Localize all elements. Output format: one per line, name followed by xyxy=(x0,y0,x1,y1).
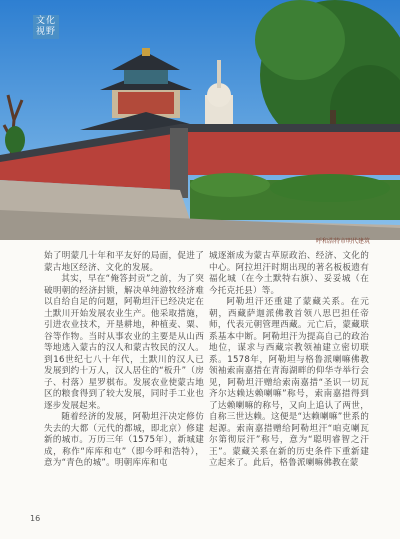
badge-line-2: 视野 xyxy=(35,27,56,37)
paragraph: 随着经济的发展，阿勒坦汗决定修仿失去的大都（元代的都城，即北京）修建新的城市。万历三年（1575年），新城建成，称作“库库和屯”（即今呼和浩特），意为“青色的城”。明朝库库和屯 xyxy=(44,412,204,468)
left-text-column xyxy=(44,251,204,470)
page-number: 16 xyxy=(30,514,41,523)
ming-building-illustration xyxy=(0,0,400,240)
right-text-column xyxy=(209,251,369,470)
section-badge xyxy=(33,15,59,39)
paragraph: 城逐渐成为蒙古草原政治、经济、文化的中心。阿拉坦汗时期出现的著名板板遗有福化城（在今土默特右旗）、妥妥城（在今托克托县）等。 xyxy=(209,251,369,296)
paragraph: 阿勒坦汗还重建了蒙藏关系。在元朝，西藏萨迦派佛教首领八思巴担任帝师，代表元朝管理西藏。元亡后，蒙藏联系基本中断。阿勒坦汗为提高自己的政治地位，谋求与西藏宗教领袖建立密切联系。1578年，阿勒坦与格鲁派喇嘛佛教领袖索南嘉措在青海湖畔的仰华寺举行会见，阿勒坦汗赠给索南嘉措“圣识一切瓦齐尔达赖达赖喇嘛”称号，索南嘉措得到了达赖喇嘛的称号，又向上追认了两世，自称三世达赖。这便是“达赖喇嘛”世系的起源。索南嘉措赠给阿勒坦汗“咱克喇瓦尔第彻辰汗”称号，意为“聪明睿智之汗王”。蒙藏关系在新的历史条件下重新建立起来了。此后，格鲁派喇嘛佛教在蒙 xyxy=(209,297,369,468)
paragraph: 其实，早在“俺答封贡”之前，为了突破明朝的经济封锁，解决单纯游牧经济难以自给自足的问题，阿勒坦汗已经决定在土默川开始发展农业生产。他采取措施，引进农业技术，开垦耕地，种植麦、粟、谷等作物。当时从事农业的主要是从山西等地逃入蒙古的汉人和蒙古牧民的汉人。到16世纪七八十年代，土默川的汉人已发展到约十万人，汉人居住的“板升”（房子、村落）星罗棋布。发展农业使蒙古地区的粮食得到了较大发展，同时手工业也逐步发展起来。 xyxy=(44,274,204,411)
paragraph: 始了明蒙几十年和平友好的局面，促进了蒙古地区经济、文化的发展。 xyxy=(44,251,204,273)
photo-caption: 呼和浩特市明代建筑 xyxy=(315,238,370,245)
badge-line-1: 文化 xyxy=(35,16,56,26)
architecture-photo xyxy=(0,0,400,240)
